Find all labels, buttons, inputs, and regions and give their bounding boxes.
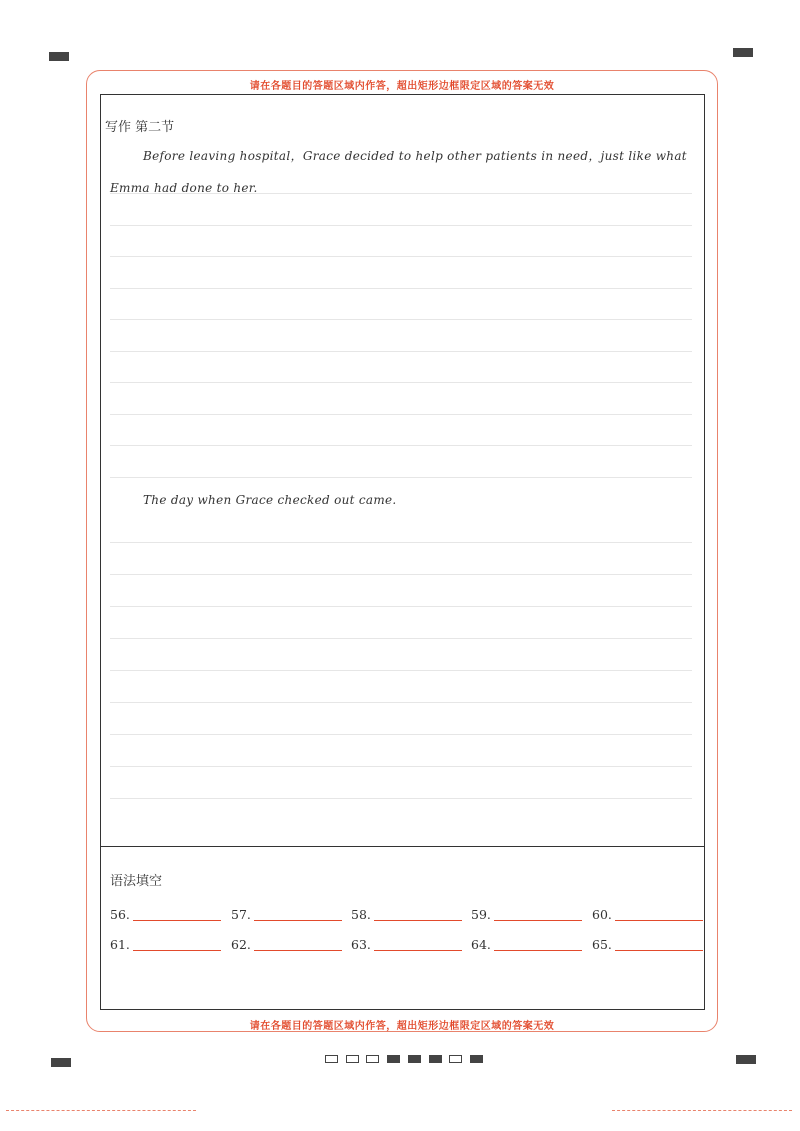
answer-underline[interactable] (494, 920, 582, 921)
registration-mark-top-right (733, 48, 753, 57)
answer-underline[interactable] (494, 950, 582, 951)
blank-number: 60. (592, 907, 612, 922)
writing-line (110, 670, 692, 671)
grammar-blank[interactable] (110, 937, 221, 952)
blank-number: 65. (592, 937, 612, 952)
blank-number: 56. (110, 907, 130, 922)
grammar-blank[interactable] (471, 907, 582, 922)
writing-prompt-1-line-1: Before leaving hospital，Grace decided to help other patients in need，just like what (143, 149, 687, 163)
bottom-dashed-line-left (6, 1110, 196, 1111)
answer-box (100, 94, 705, 1010)
writing-prompt-1-line-2: Emma had done to her. (110, 181, 258, 195)
grammar-row-2 (110, 937, 704, 953)
grammar-blank[interactable] (351, 937, 462, 952)
answer-underline[interactable] (133, 950, 221, 951)
answer-underline[interactable] (615, 920, 703, 921)
writing-line (110, 256, 692, 257)
code-square-empty (366, 1055, 379, 1063)
blank-number: 58. (351, 907, 371, 922)
header-warning: 请在各题目的答题区域内作答，超出矩形边框限定区域的答案无效 (249, 81, 555, 92)
code-square-empty (346, 1055, 359, 1063)
section-divider (101, 846, 704, 847)
writing-line (110, 766, 692, 767)
writing-line (110, 477, 692, 478)
grammar-blank[interactable] (231, 907, 342, 922)
writing-section-title: 写作 第二节 (105, 120, 175, 135)
blank-number: 63. (351, 937, 371, 952)
writing-line (110, 225, 692, 226)
grammar-blank[interactable] (231, 937, 342, 952)
answer-underline[interactable] (615, 950, 703, 951)
writing-line (110, 445, 692, 446)
grammar-section-title: 语法填空 (110, 874, 163, 889)
writing-line (110, 734, 692, 735)
answer-underline[interactable] (374, 950, 462, 951)
code-square-filled (408, 1055, 421, 1063)
writing-line (110, 606, 692, 607)
grammar-blank[interactable] (592, 907, 703, 922)
writing-line (110, 798, 692, 799)
writing-line (110, 288, 692, 289)
writing-line (110, 702, 692, 703)
grammar-blank[interactable] (471, 937, 582, 952)
code-square-filled (387, 1055, 400, 1063)
blank-number: 62. (231, 937, 251, 952)
registration-mark-bottom-left (51, 1058, 71, 1067)
writing-line (110, 193, 692, 194)
writing-line (110, 638, 692, 639)
writing-line (110, 574, 692, 575)
writing-line (110, 351, 692, 352)
writing-line (110, 319, 692, 320)
grammar-row-1 (110, 907, 704, 923)
code-square-filled (470, 1055, 483, 1063)
answer-underline[interactable] (374, 920, 462, 921)
code-square-filled (429, 1055, 442, 1063)
grammar-blank[interactable] (110, 907, 221, 922)
writing-line (110, 542, 692, 543)
code-square-empty (449, 1055, 462, 1063)
blank-number: 64. (471, 937, 491, 952)
bottom-dashed-line-right (612, 1110, 792, 1111)
blank-number: 59. (471, 907, 491, 922)
answer-underline[interactable] (254, 920, 342, 921)
blank-number: 61. (110, 937, 130, 952)
footer-warning: 请在各题目的答题区域内作答，超出矩形边框限定区域的答案无效 (249, 1021, 555, 1032)
answer-underline[interactable] (133, 920, 221, 921)
registration-mark-bottom-right (736, 1055, 756, 1064)
blank-number: 57. (231, 907, 251, 922)
grammar-blank[interactable] (351, 907, 462, 922)
writing-line (110, 382, 692, 383)
writing-prompt-2: The day when Grace checked out came. (143, 493, 397, 507)
writing-line (110, 414, 692, 415)
registration-mark-top-left (49, 52, 69, 61)
grammar-blank[interactable] (592, 937, 703, 952)
code-square-empty (325, 1055, 338, 1063)
answer-underline[interactable] (254, 950, 342, 951)
